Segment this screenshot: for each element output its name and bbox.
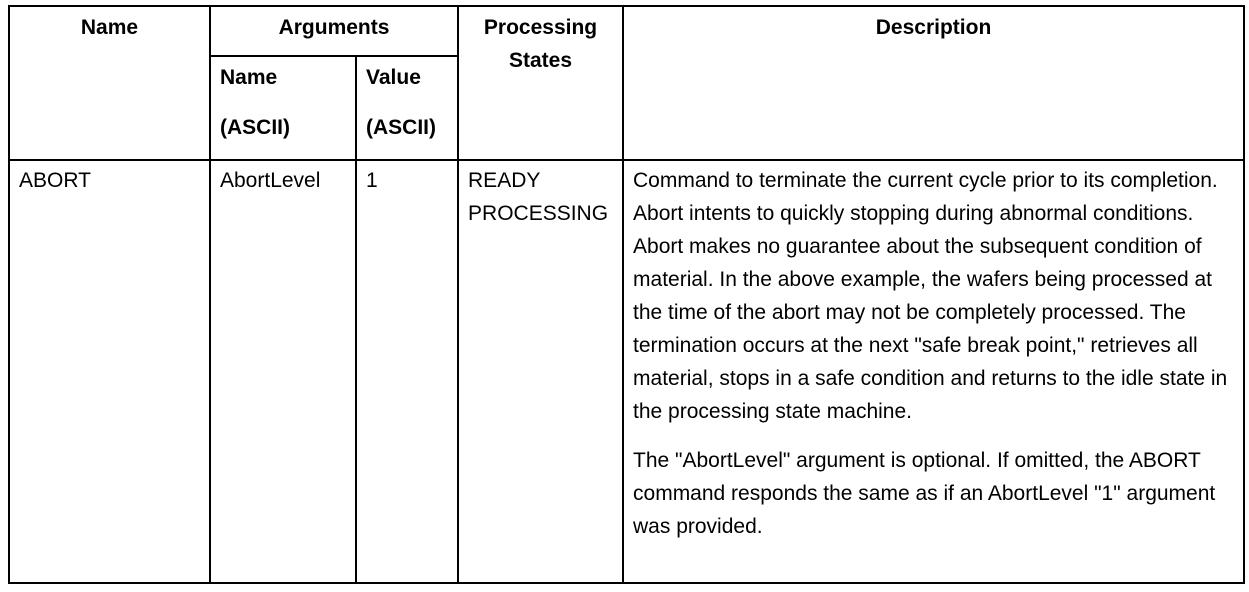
cell-command-name: ABORT: [9, 160, 210, 583]
subheader-arg-name-line2: (ASCII): [220, 116, 290, 139]
cell-processing-states: [458, 160, 623, 583]
header-cell-description: Description: [623, 6, 1244, 160]
header-cell-name: Name: [9, 6, 210, 160]
subheader-cell-arg-name: [210, 56, 356, 160]
description-paragraph-2: The "AbortLevel" argument is optional. If omitted, the ABORT command responds the same as if an AbortLevel "1" argument was provided.: [633, 449, 1216, 538]
command-reference-table: [8, 5, 1245, 584]
subheader-arg-value-line2: (ASCII): [366, 116, 436, 139]
processing-state-ready: READY: [468, 169, 541, 192]
table-row: [9, 160, 1244, 583]
header-cell-arguments: Arguments: [210, 6, 458, 56]
cell-description: [623, 160, 1244, 583]
subheader-arg-value-line1: Value: [366, 66, 421, 89]
processing-state-processing: PROCESSING: [468, 202, 609, 225]
header-row-top: [9, 6, 1244, 56]
subheader-cell-arg-value: [356, 56, 458, 160]
cell-arg-name: AbortLevel: [210, 160, 356, 583]
description-paragraph-1: Command to terminate the current cycle prior to its completion. Abort intents to quickly stopping during abnormal conditions. Abort makes no guarantee about the subsequent condition of material. In the above example, the wafers being processed at the time of the abort may not be completely processed. The termination occurs at the next "safe break point," retrieves all material, stops in a safe condition and returns to the idle state in the processing state machine.: [633, 169, 1228, 423]
cell-arg-value: 1: [356, 160, 458, 583]
subheader-arg-name-line1: Name: [220, 66, 278, 89]
header-cell-processing-states: Processing States: [458, 6, 623, 160]
